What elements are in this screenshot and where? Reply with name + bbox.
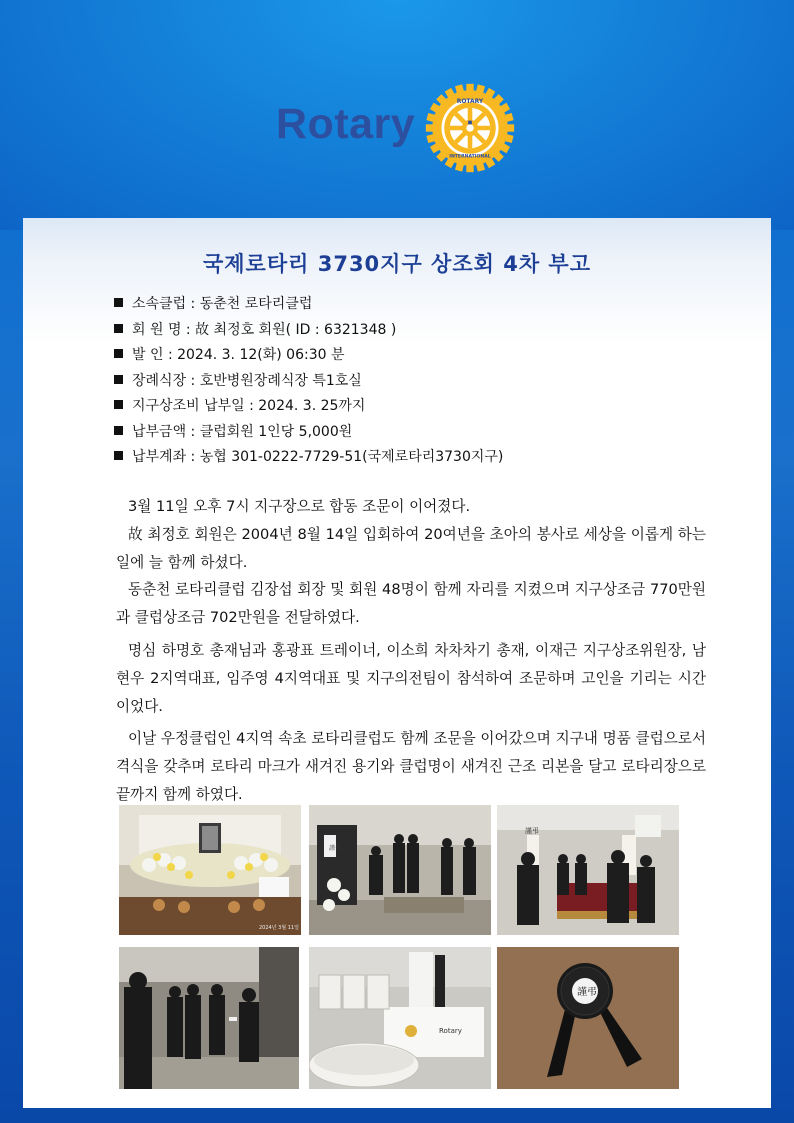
rotary-logo [276, 82, 526, 192]
info-club: 소속클럽 : 동춘천 로타리클럽 [114, 292, 714, 318]
bullet-icon [114, 349, 123, 358]
info-funeral-date: 발 인 : 2024. 3. 12(화) 06:30 분 [114, 343, 714, 369]
bullet-icon [114, 298, 123, 307]
bullet-icon [114, 375, 123, 384]
svg-text:2024년 3월 11일: 2024년 3월 11일 [259, 925, 299, 931]
bullet-icon [114, 451, 123, 460]
info-due-date: 지구상조비 납부일 : 2024. 3. 25까지 [114, 394, 714, 420]
paragraph: 명심 하명호 총재님과 홍광표 트레이너, 이소희 차차차기 총재, 이재근 지구상조위원장, 남현우 2지역대표, 임주영 4지역대표 및 지구의전팀이 참석하여 조문하며 고인을 기리는 시간이었다. [116, 641, 706, 715]
article-body [116, 493, 706, 809]
paragraph: 이날 우정클럽인 4지역 속초 로타리클럽도 함께 조문을 이어갔으며 지구내 명품 클럽으로서 격식을 갖추며 로타리 마크가 새겨진 용기와 클럽명이 새겨진 근조 리본을 달고 로타리장으로 끝까지 함께 하였다. [116, 730, 706, 803]
info-account: 납부계좌 : 농협 301-0222-7729-51(국제로타리3730지구) [114, 445, 714, 471]
svg-text:謹弔: 謹弔 [525, 827, 539, 835]
altar-photo [119, 805, 301, 935]
casket-photo [497, 805, 679, 935]
paragraph: 故 최정호 회원은 2004년 8월 14일 입회하여 20여년을 초아의 봉사로 세상을 이롭게 하는 일에 늘 함께 하셨다. [116, 525, 706, 571]
greeting-photo [119, 947, 299, 1089]
info-member: 회 원 명 : 故 최정호 회원( ID : 6321348 ) [114, 318, 714, 344]
bowing-photo [309, 805, 491, 935]
bullet-icon [114, 426, 123, 435]
rotary-wheel-icon [424, 82, 516, 174]
paragraph: 3월 11일 오후 7시 지구장으로 합동 조문이 이어졌다. [128, 498, 471, 515]
svg-text:INTERNATIONAL: INTERNATIONAL [449, 154, 491, 160]
cups-photo [309, 947, 491, 1089]
info-amount: 납부금액 : 클럽회원 1인당 5,000원 [114, 420, 714, 446]
svg-text:ROTARY: ROTARY [456, 98, 484, 106]
info-list [114, 292, 714, 471]
logo-wordmark: Rotary [276, 100, 416, 148]
bullet-icon [114, 324, 123, 333]
bullet-icon [114, 400, 123, 409]
ribbon-photo [497, 947, 679, 1089]
notice-panel [23, 218, 771, 1108]
svg-text:謹弔: 謹弔 [329, 845, 342, 852]
info-funeral-hall: 장례식장 : 호반병원장례식장 특1호실 [114, 369, 714, 395]
svg-text:Rotary: Rotary [439, 1027, 462, 1035]
paragraph: 동춘천 로타리클럽 김장섭 회장 및 회원 48명이 함께 자리를 지켰으며 지구상조금 770만원과 클럽상조금 702만원을 전달하였다. [116, 581, 706, 627]
notice-title: 국제로타리 3730지구 상조회 4차 부고 [202, 252, 592, 276]
svg-text:謹弔: 謹弔 [577, 987, 597, 998]
